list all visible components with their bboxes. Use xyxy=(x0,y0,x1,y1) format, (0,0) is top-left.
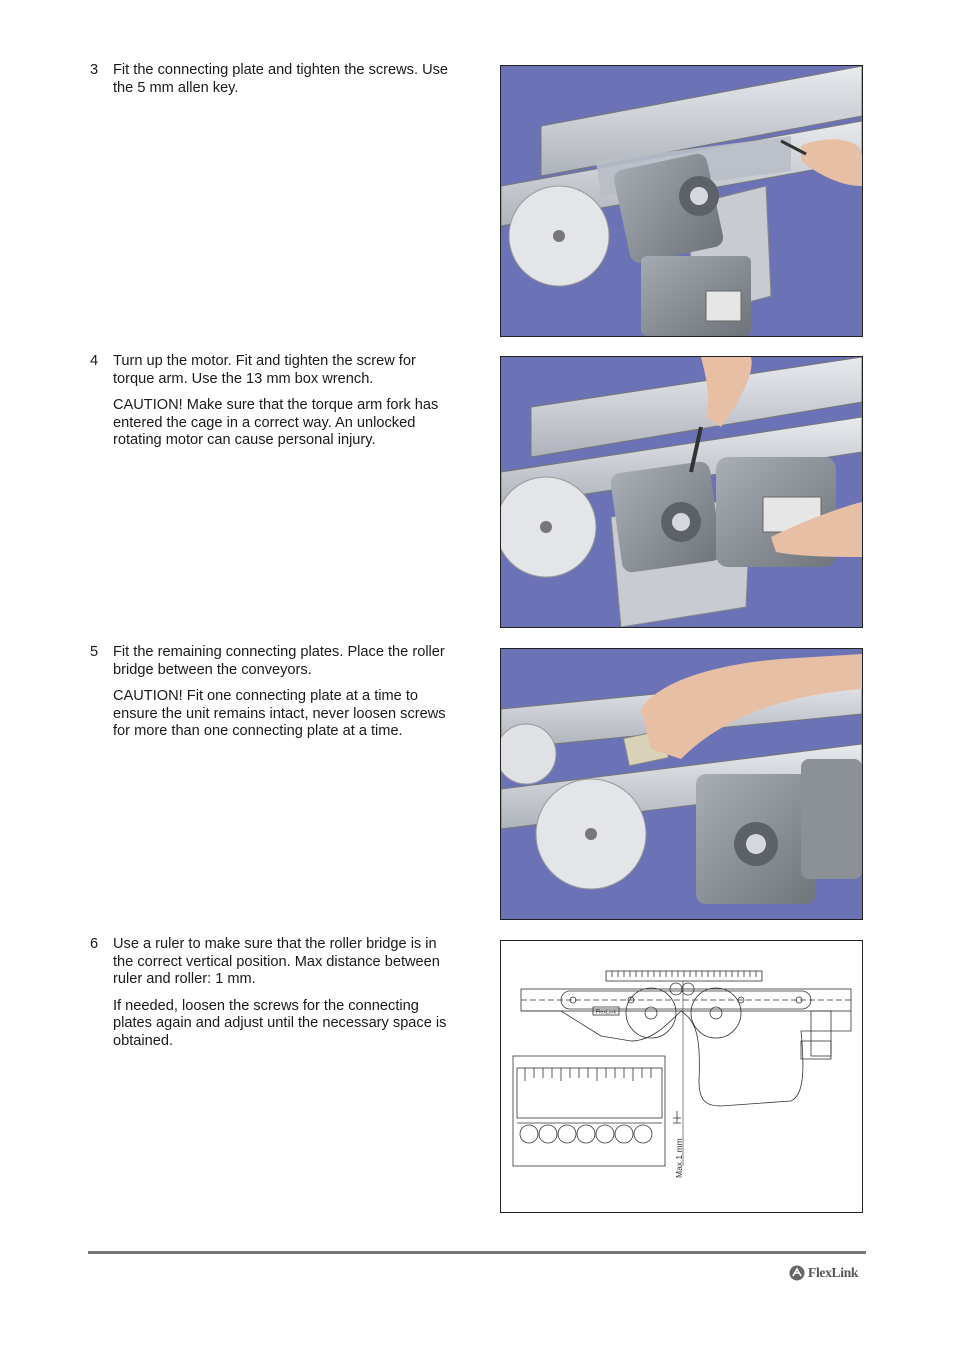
flexlink-logo xyxy=(789,1263,858,1283)
logo-text: FlexLink xyxy=(808,1265,859,1280)
ruler-top xyxy=(606,971,762,981)
footer-rule xyxy=(88,1251,866,1254)
step-number: 5 xyxy=(90,644,99,660)
flexlink-logo-icon xyxy=(789,1265,805,1281)
step-5-paragraph-1: Fit the remaining connecting plates. Place the roller bridge between the conveyors. xyxy=(113,644,445,678)
detail-view xyxy=(513,1056,681,1166)
step-4-caution: CAUTION! Make sure that the torque arm fork has entered the cage in a correct way. An unlocked rotating motor can cause personal injury. xyxy=(113,397,439,449)
step-3 xyxy=(90,62,460,106)
step-6-paragraph-2: If needed, loosen the screws for the connecting plates again and adjust until the necessary space is obtained. xyxy=(113,997,447,1049)
step-number: 6 xyxy=(90,936,99,952)
step-4 xyxy=(90,353,460,459)
technical-drawing xyxy=(500,940,863,1213)
photo-torque-arm xyxy=(500,356,863,628)
photo-connecting-plate xyxy=(500,65,863,337)
step-6-paragraph-1: Use a ruler to make sure that the roller bridge is in the correct vertical position. Max distance between ruler and roller: 1 mm. xyxy=(113,936,440,988)
step-6 xyxy=(90,936,460,1060)
step-3-paragraph-1: Fit the connecting plate and tighten the screws. Use the 5 mm allen key. xyxy=(113,62,449,96)
step-number: 3 xyxy=(90,62,99,78)
dimension-label: Max 1 mm xyxy=(674,1138,684,1178)
plate-label: FlexLink xyxy=(595,1009,617,1016)
conveyor-beams xyxy=(521,989,851,1106)
step-4-paragraph-1: Turn up the motor. Fit and tighten the screw for torque arm. Use the 13 mm box wrench. xyxy=(113,353,416,387)
step-5-caution: CAUTION! Fit one connecting plate at a time to ensure the unit remains intact, never loosen screws for more than one connecting plate at a time. xyxy=(113,688,446,740)
step-5 xyxy=(90,644,460,750)
step-number: 4 xyxy=(90,353,99,369)
photo-roller-bridge xyxy=(500,648,863,920)
